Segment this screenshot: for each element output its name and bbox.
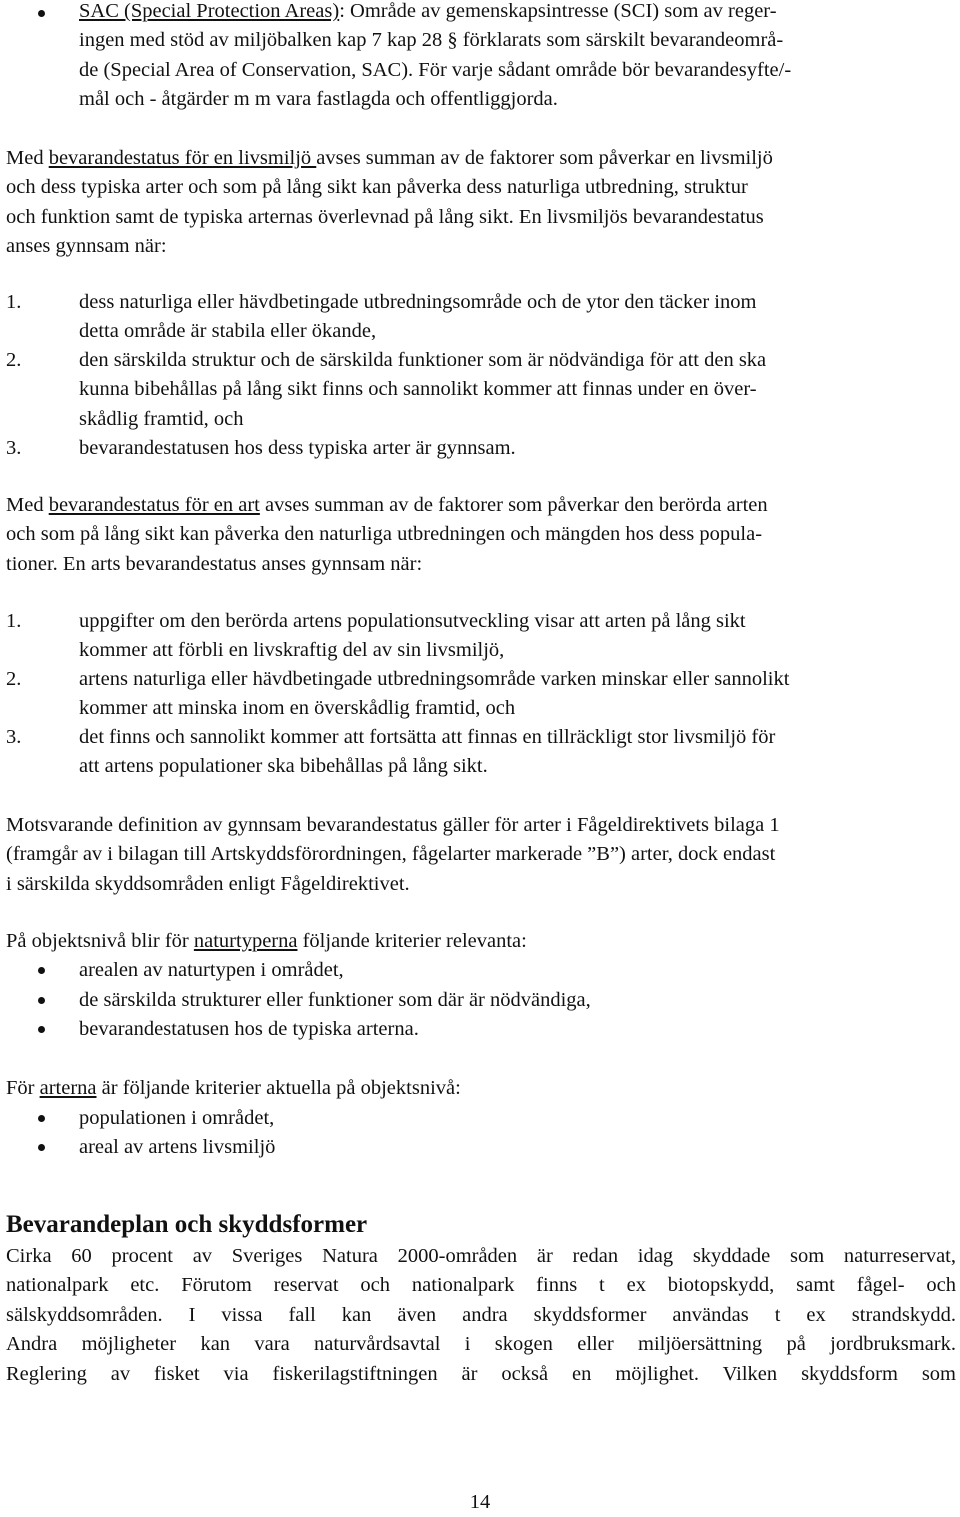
- list-item-line: detta område är stabila eller ökande,: [79, 320, 377, 343]
- section-line-3: sälskyddsområden. I vissa fall kan även andra skyddsformer användas t ex strandskydd.: [6, 1303, 956, 1326]
- bullet-marker: [38, 1115, 45, 1122]
- sac-text-line-2: ingen med stöd av miljöbalken kap 7 kap 28 § förklarats som särskilt bevarandeområ-: [79, 29, 784, 52]
- list-number: 1.: [6, 610, 22, 632]
- list-item-line: bevarandestatusen hos dess typiska arter är gynnsam.: [79, 437, 516, 459]
- bullet-marker: [38, 967, 45, 974]
- bullet-marker: [38, 1144, 45, 1151]
- section-line-4: Andra möjligheter kan vara naturvårdsavtal i skogen eller miljöersättning på jordbruksmark.: [6, 1333, 956, 1356]
- section-heading: Bevarandeplan och skyddsformer: [6, 1211, 368, 1238]
- species-criteria-term: arterna: [39, 1077, 97, 1099]
- bullet-text: arealen av naturtypen i området,: [79, 959, 344, 981]
- list-item-line: kommer att förbli en livskraftig del av sin livsmiljö,: [79, 639, 505, 662]
- sac-link[interactable]: SAC (Special Protection Areas): [79, 0, 340, 22]
- species-criteria-bullet-2: [79, 1133, 275, 1162]
- sac-text-line-3: de (Special Area of Conservation, SAC). För varje sådant område bör bevarandesyfte/-: [79, 58, 792, 81]
- habitat-status-term: bevarandestatus för en livsmiljö: [48, 147, 317, 169]
- list-item-line: dess naturliga eller hävdbetingade utbredningsområde och de ytor den täcker inom: [79, 291, 757, 313]
- list-item-line: kunna bibehållas på lång sikt finns och sannolikt kommer att finnas under en över-: [79, 378, 757, 401]
- section-line-5: Reglering av fisket via fiskerilagstiftningen är också en möjlighet. Vilken skyddsform som: [6, 1362, 956, 1385]
- species-status-term: bevarandestatus för en art: [48, 494, 260, 516]
- bullet-text: areal av artens livsmiljö: [79, 1136, 276, 1158]
- species-line-1-rest: avses summan av de faktorer som påverkar den berörda arten: [259, 494, 768, 516]
- list-number: 2.: [6, 668, 22, 690]
- species-criteria-bullet-1: [79, 1104, 274, 1133]
- list-item-line: uppgifter om den berörda artens populationsutveckling visar att arten på lång sikt: [79, 610, 746, 632]
- bullet-marker: [38, 10, 45, 17]
- list-item-line: den särskilda struktur och de särskilda funktioner som är nödvändiga för att den ska: [79, 349, 767, 371]
- habitat-line-3: och funktion samt de typiska arternas överlevnad på lång sikt. En livsmiljös bevarandestatus: [6, 205, 764, 228]
- species-criteria-suffix: är följande kriterier aktuella på objektsnivå:: [96, 1077, 461, 1099]
- sac-text-line-4: mål och - åtgärder m m vara fastlagda och offentliggjorda.: [79, 88, 558, 111]
- nature-types-bullet-2: [79, 986, 591, 1015]
- bullet-marker: [38, 1026, 45, 1033]
- page-number: 14: [469, 1491, 491, 1513]
- habitat-status-paragraph: [6, 144, 956, 262]
- list-number: 3.: [6, 437, 22, 459]
- section-line-2: nationalpark etc. Förutom reservat och nationalpark finns t ex biotopskydd, samt fågel- och: [6, 1274, 956, 1297]
- habitat-line-4: anses gynnsam när:: [6, 235, 167, 258]
- list-number: 3.: [6, 726, 22, 748]
- nature-types-bullet-1: [79, 956, 344, 985]
- bullet-marker: [38, 997, 45, 1004]
- species-criteria-prefix: För: [6, 1077, 40, 1099]
- habitat-line-1-rest: avses summan av de faktorer som påverkar en livsmiljö: [316, 147, 773, 169]
- nature-types-intro: [6, 927, 956, 956]
- list-number: 2.: [6, 349, 22, 371]
- nature-types-bullet-3: [79, 1015, 419, 1044]
- bullet-text: bevarandestatusen hos de typiska arterna.: [79, 1018, 419, 1040]
- birds-directive-paragraph: [6, 811, 956, 899]
- list-item-line: skådlig framtid, och: [79, 407, 244, 430]
- section-paragraph: [6, 1242, 956, 1389]
- birds-line-3: i särskilda skyddsområden enligt Fågeldirektivet.: [6, 872, 410, 895]
- habitat-prefix: Med: [6, 147, 49, 169]
- species-criteria-intro: [6, 1074, 956, 1103]
- nature-types-term: naturtyperna: [193, 930, 298, 952]
- nature-types-suffix: följande kriterier relevanta:: [297, 930, 527, 952]
- list-item-line: kommer att minska inom en överskådlig framtid, och: [79, 697, 516, 720]
- bullet-text: de särskilda strukturer eller funktioner som där är nödvändiga,: [79, 989, 591, 1011]
- species-prefix: Med: [6, 494, 49, 516]
- sac-text-line-1: : Område av gemenskapsintresse (SCI) som av reger-: [339, 0, 777, 22]
- list-item-line: det finns och sannolikt kommer att fortsätta att finnas en tillräckligt stor livsmiljö för: [79, 726, 776, 748]
- habitat-line-2: och dess typiska arter och som på lång sikt kan påverka dess naturliga utbredning, struktur: [6, 176, 748, 199]
- section-line-1: Cirka 60 procent av Sveriges Natura 2000-områden är redan idag skyddade som naturreservat,: [6, 1245, 956, 1267]
- species-line-2: och som på lång sikt kan påverka den naturliga utbredningen och mängden hos dess popula-: [6, 523, 763, 546]
- species-status-paragraph: [6, 491, 956, 579]
- sac-bullet-item: [79, 0, 955, 115]
- birds-line-2: (framgår av i bilagan till Artskyddsförordningen, fågelarter markerade ”B”) arter, dock endast: [6, 843, 776, 866]
- species-line-3: tioner. En arts bevarandestatus anses gynnsam när:: [6, 552, 423, 575]
- birds-line-1: Motsvarande definition av gynnsam bevarandestatus gäller för arter i Fågeldirektivets bilaga 1: [6, 814, 780, 836]
- list-item-line: artens naturliga eller hävdbetingade utbredningsområde varken minskar eller sannolikt: [79, 668, 790, 690]
- list-number: 1.: [6, 291, 22, 313]
- bullet-text: populationen i området,: [79, 1107, 275, 1129]
- list-item-line: att artens populationer ska bibehållas på lång sikt.: [79, 755, 488, 778]
- nature-types-prefix: På objektsnivå blir för: [6, 930, 194, 952]
